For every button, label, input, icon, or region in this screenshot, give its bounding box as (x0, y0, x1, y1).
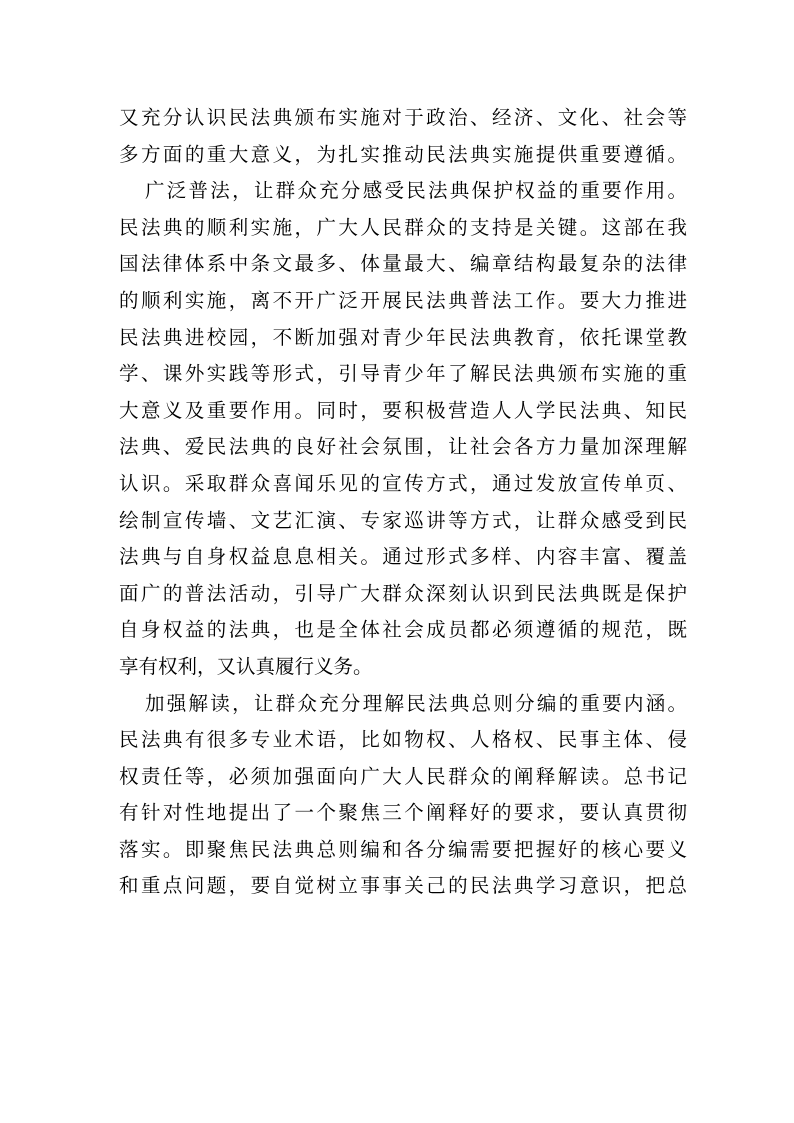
text-line: 有针对性地提出了一个聚焦三个阐释好的要求，要认真贯彻 (119, 801, 687, 825)
text-line: 认识。采取群众喜闻乐见的宣传方式，通过发放宣传单页、 (119, 471, 687, 495)
text-line: 又充分认识民法典颁布实施对于政治、经济、文化、社会等 (119, 106, 687, 129)
text-line: 民法典有很多专业术语，比如物权、人格权、民事主体、侵 (119, 728, 687, 752)
body-text (119, 100, 687, 905)
text-line: 绘制宣传墙、文艺汇演、专家巡讲等方式，让群众感受到民 (119, 508, 687, 532)
text-line: 和重点问题，要自觉树立事事关己的民法典学习意识，把总 (119, 874, 687, 898)
text-line: 大意义及重要作用。同时，要积极营造人人学民法典、知民 (119, 398, 687, 422)
text-line: 法典、爱民法典的良好社会氛围，让社会各方力量加深理解 (119, 435, 687, 459)
text-line: 民法典的顺利实施，广大人民群众的支持是关键。这部在我 (119, 215, 687, 239)
paragraph-heading-line: 加强解读，让群众充分理解民法典总则分编的重要内涵。 (145, 691, 687, 715)
text-line: 面广的普法活动，引导广大群众深刻认识到民法典既是保护 (119, 581, 687, 605)
text-line: 国法律体系中条文最多、体量最大、编章结构最复杂的法律 (119, 252, 687, 276)
text-line: 民法典进校园，不断加强对青少年民法典教育，依托课堂教 (119, 325, 687, 349)
paragraph-heading-line: 广泛普法，让群众充分感受民法典保护权益的重要作用。 (145, 179, 687, 203)
text-line: 权责任等，必须加强面向广大人民群众的阐释解读。总书记 (119, 764, 687, 788)
text-line: 多方面的重大意义，为扎实推动民法典实施提供重要遵循。 (119, 142, 687, 166)
text-line: 学、课外实践等形式，引导青少年了解民法典颁布实施的重 (119, 362, 687, 386)
text-line: 落实。即聚焦民法典总则编和各分编需要把握好的核心要义 (119, 837, 687, 861)
text-line: 的顺利实施，离不开广泛开展民法典普法工作。要大力推进 (119, 288, 687, 312)
text-line: 享有权利，又认真履行义务。 (119, 654, 373, 678)
text-line: 自身权益的法典，也是全体社会成员都必须遵循的规范，既 (119, 618, 687, 642)
text-line: 法典与自身权益息息相关。通过形式多样、内容丰富、覆盖 (119, 545, 687, 569)
